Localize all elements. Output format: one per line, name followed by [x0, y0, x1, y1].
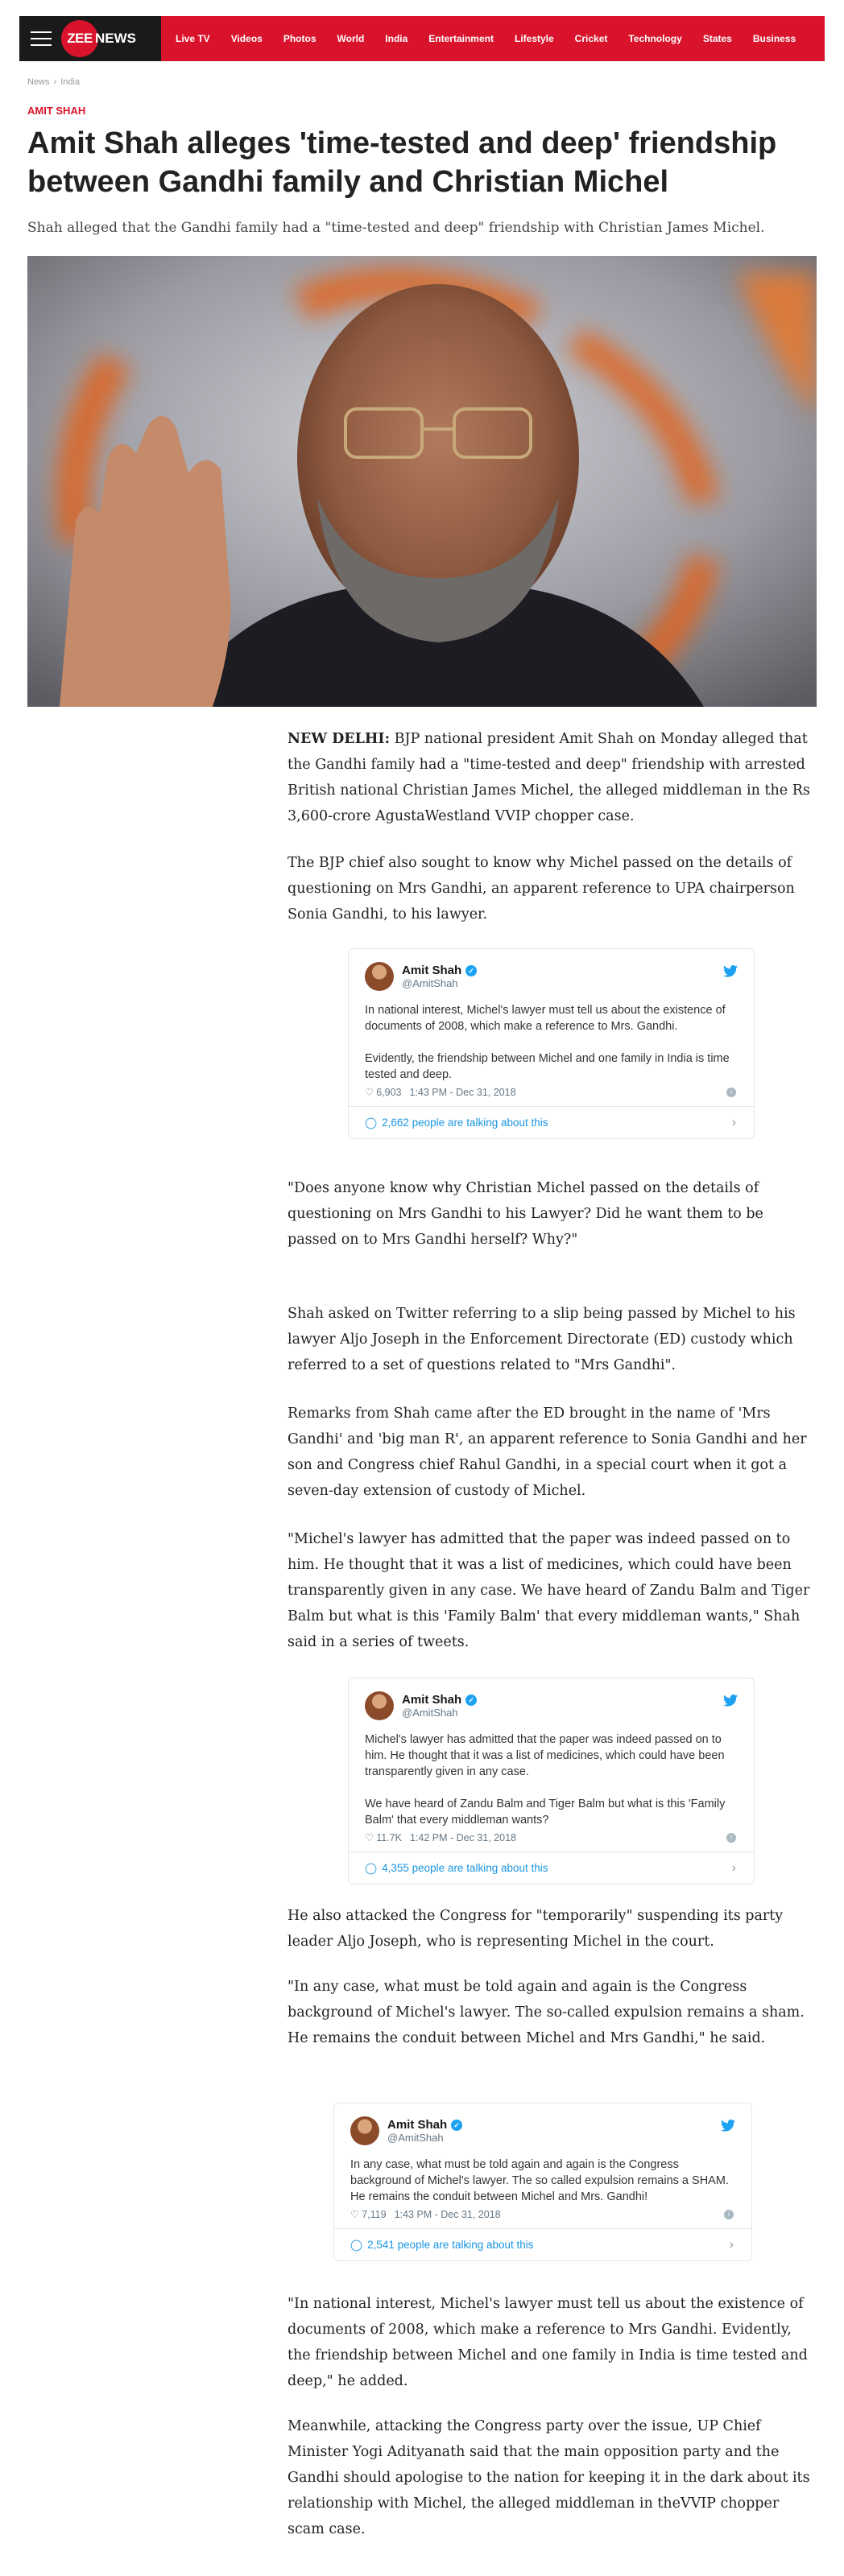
tweet-talking-count: 2,662 people are talking about this — [382, 1117, 548, 1129]
nav-item-states[interactable]: States — [702, 33, 732, 44]
logo-circle: ZEE — [61, 20, 98, 57]
tweet-talking-count: 4,355 people are talking about this — [382, 1862, 548, 1874]
tweet-meta — [334, 2205, 751, 2228]
twitter-bird-icon[interactable] — [721, 2120, 735, 2132]
menu-icon[interactable] — [31, 31, 52, 46]
tweet-body — [334, 2145, 751, 2205]
heart-icon[interactable]: ♡ — [350, 2209, 360, 2220]
article-paragraph-8: "In any case, what must be told again and again is the Congress background of Michel's lawyer. The so-called expulsion remains a sham. He remains the conduit between Michel and Mrs Gandhi," he said. — [288, 1979, 805, 2046]
nav-item-cricket[interactable]: Cricket — [574, 33, 608, 44]
article-headline: Amit Shah alleges 'time-tested and deep' friendship between Gandhi family and Christian Michel — [27, 126, 777, 199]
article-paragraph-1 — [288, 726, 811, 829]
tweet-author-name[interactable] — [402, 1693, 477, 1707]
chevron-right-icon: › — [731, 1116, 736, 1129]
tweet-likes: 11.7K — [376, 1831, 402, 1843]
author-name-text: Amit Shah — [387, 2118, 448, 2132]
tweet-conversation-link[interactable] — [349, 1852, 754, 1884]
nav-brand-block — [19, 16, 161, 61]
tweet-author-handle[interactable]: @AmitShah — [387, 2132, 444, 2144]
tweet-body — [349, 1720, 754, 1828]
breadcrumb-news[interactable]: News — [27, 77, 50, 87]
tweet-header — [349, 949, 754, 991]
tweet-likes: 6,903 — [376, 1086, 402, 1098]
tweet-author-handle[interactable]: @AmitShah — [402, 977, 458, 989]
comment-icon: ◯ — [365, 1861, 378, 1874]
article-paragraph-7: He also attacked the Congress for "temporarily" suspending its party leader Aljo Joseph, who is representing Michel in the court. — [288, 1908, 784, 1950]
tweet-author-name[interactable] — [387, 2118, 462, 2132]
twitter-bird-icon[interactable] — [723, 965, 738, 977]
tweet-timestamp[interactable]: 1:43 PM - Dec 31, 2018 — [394, 2208, 501, 2220]
tweet-text-line-1: In any case, what must be told again and again is the Congress background of Michel's lawyer. The so called expulsion remains a SHAM. He remains the conduit between Michel and Mrs. Gandhi! — [350, 2158, 729, 2203]
article-paragraph-5: Remarks from Shah came after the ED brought in the name of 'Mrs Gandhi' and 'big man R', an apparent reference to Sonia Gandhi and her son and Congress chief Rahul Gandhi, in a special court when it got a seven-day extension of custody of Michel. — [288, 1406, 807, 1499]
tweet-author — [402, 1693, 477, 1719]
avatar[interactable] — [350, 2116, 379, 2145]
nav-menu — [176, 33, 817, 44]
tweet-text-line-2: We have heard of Zandu Balm and Tiger Balm but what is this 'Family Balm' that every middleman wants? — [365, 1798, 726, 1827]
author-name-text: Amit Shah — [402, 964, 462, 977]
breadcrumb-separator: › — [53, 77, 57, 87]
tweet-author — [387, 2118, 462, 2144]
breadcrumb-india[interactable]: India — [60, 77, 81, 87]
tweet-meta — [349, 1828, 754, 1852]
tweet-header — [334, 2103, 751, 2145]
tweet-conversation-link[interactable] — [334, 2228, 751, 2260]
article-paragraph-6: "Michel's lawyer has admitted that the paper was indeed passed on to him. He thought that it was a list of medicines, which could have been transparently given in any case. We have heard of Zandu Balm and Tiger Balm but what is this 'Family Balm' that every middleman wants," Shah said in a series of tweets. — [288, 1531, 810, 1650]
info-icon[interactable]: i — [724, 2210, 734, 2219]
top-navbar — [19, 16, 825, 61]
site-logo[interactable] — [61, 20, 136, 57]
tweet-conversation-link[interactable] — [349, 1106, 754, 1138]
heart-icon[interactable]: ♡ — [365, 1832, 374, 1843]
verified-icon: ✓ — [465, 1695, 477, 1706]
tweet-author — [402, 964, 477, 989]
dateline: NEW DELHI: — [288, 731, 391, 747]
tweet-header — [349, 1678, 754, 1720]
article-paragraph-10: Meanwhile, attacking the Congress party over the issue, UP Chief Minister Yogi Adityanath said that the main opposition party and the Gandhi should apologise to the nation for keeping it in the dark about its relationship with Michel, the alleged middleman in theVVIP chopper scam case. — [288, 2418, 810, 2537]
comment-icon: ◯ — [350, 2238, 363, 2251]
embedded-tweet-2[interactable] — [348, 1678, 755, 1885]
hero-image — [27, 256, 817, 707]
nav-item-live-tv[interactable]: Live TV — [176, 33, 210, 44]
tweet-timestamp[interactable]: 1:43 PM - Dec 31, 2018 — [409, 1086, 516, 1098]
info-icon[interactable]: i — [726, 1088, 736, 1097]
tweet-text-line-1: In national interest, Michel's lawyer must tell us about the existence of documents of 2008, which make a reference to Mrs. Gandhi. — [365, 1004, 726, 1033]
nav-item-business[interactable]: Business — [752, 33, 796, 44]
tweet-body — [349, 991, 754, 1083]
verified-icon: ✓ — [465, 965, 477, 976]
author-name-text: Amit Shah — [402, 1693, 462, 1707]
tweet-timestamp[interactable]: 1:42 PM - Dec 31, 2018 — [409, 1831, 516, 1843]
tweet-text-line-2: Evidently, the friendship between Michel and one family in India is time tested and deep. — [365, 1052, 730, 1081]
nav-item-lifestyle[interactable]: Lifestyle — [514, 33, 554, 44]
embedded-tweet-3[interactable] — [333, 2103, 752, 2261]
article-paragraph-9: "In national interest, Michel's lawyer must tell us about the existence of documents of 2008, which make a reference to Mrs Gandhi. Evidently, the friendship between Michel and one family in India is time tested and deep," he added. — [288, 2296, 808, 2389]
tweet-text-line-1: Michel's lawyer has admitted that the paper was indeed passed on to him. He thought that it was a list of medicines, which could have been transparently given in any case. — [365, 1733, 725, 1778]
avatar[interactable] — [365, 1691, 394, 1720]
info-icon[interactable]: i — [726, 1833, 736, 1843]
heart-icon[interactable]: ♡ — [365, 1087, 374, 1098]
tweet-meta — [349, 1083, 754, 1106]
chevron-right-icon: › — [729, 2238, 734, 2252]
nav-item-photos[interactable]: Photos — [283, 33, 316, 44]
article-summary: Shah alleged that the Gandhi family had a "time-tested and deep" friendship with Christian James Michel. — [27, 220, 765, 236]
comment-icon: ◯ — [365, 1116, 378, 1129]
article-paragraph-4: Shah asked on Twitter referring to a slip being passed by Michel to his lawyer Aljo Joseph in the Enforcement Directorate (ED) custody which referred to a set of questions related to "Mrs Gandhi". — [288, 1306, 796, 1373]
twitter-bird-icon[interactable] — [723, 1695, 738, 1707]
nav-item-india[interactable]: India — [385, 33, 408, 44]
nav-item-world[interactable]: World — [337, 33, 365, 44]
tweet-talking-count: 2,541 people are talking about this — [367, 2239, 534, 2251]
verified-icon: ✓ — [451, 2120, 462, 2131]
article-category[interactable]: AMIT SHAH — [27, 105, 86, 117]
portrait-illustration — [27, 256, 817, 707]
nav-item-entertainment[interactable]: Entertainment — [428, 33, 494, 44]
embedded-tweet-1[interactable] — [348, 948, 755, 1139]
logo-text: NEWS — [95, 31, 136, 46]
breadcrumb — [27, 77, 80, 87]
tweet-author-handle[interactable]: @AmitShah — [402, 1707, 458, 1719]
avatar[interactable] — [365, 962, 394, 991]
tweet-likes: 7,119 — [362, 2208, 387, 2220]
nav-item-technology[interactable]: Technology — [628, 33, 682, 44]
nav-item-videos[interactable]: Videos — [230, 33, 263, 44]
tweet-author-name[interactable] — [402, 964, 477, 977]
article-paragraph-2: The BJP chief also sought to know why Michel passed on the details of questioning on Mrs Gandhi, an apparent reference to UPA chairperson Sonia Gandhi, to his lawyer. — [288, 855, 795, 923]
article-paragraph-3: "Does anyone know why Christian Michel passed on the details of questioning on Mrs Gandhi to his Lawyer? Did he want them to be passed on to Mrs Gandhi herself? Why?" — [288, 1180, 763, 1248]
chevron-right-icon: › — [731, 1861, 736, 1875]
paragraph-1-text: BJP national president Amit Shah on Monday alleged that the Gandhi family had a "time-tested and deep" friendship with arrested British national Christian James Michel, the alleged middleman in the Rs 3,600-crore AgustaWestland VVIP chopper case. — [288, 731, 810, 824]
